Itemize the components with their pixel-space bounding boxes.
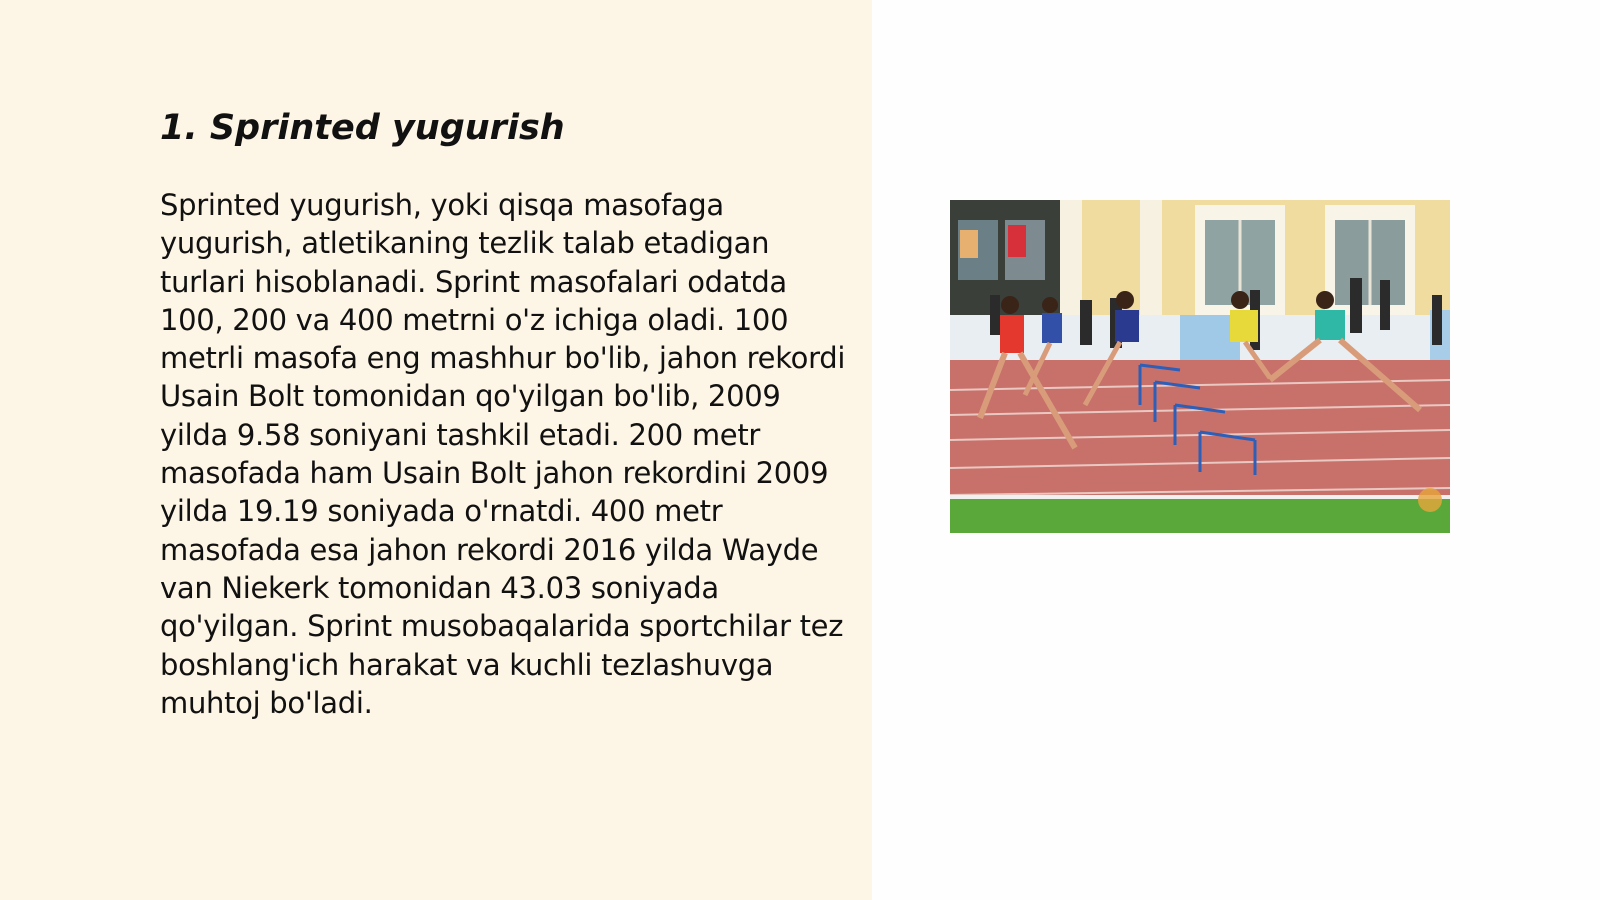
hurdles-race-photo	[950, 200, 1450, 533]
flag-icon	[960, 230, 978, 258]
grass	[950, 498, 1450, 533]
slide-title: 1. Sprinted yugurish	[160, 108, 565, 148]
slide-body-text: Sprinted yugurish, yoki qisqa masofaga yugurish, atletikaning tezlik talab etadigan turlari hisoblanadi. Sprint masofalari odatda 100, 200 va 400 metrni o'z ichiga oladi. 100 metrli masofa eng mashhur bo'lib, jahon rekordi Usain Bolt tomonidan qo'yilgan bo'lib, 2009 yilda 9.58 soniyani tashkil etadi. 200 metr masofada ham Usain Bolt jahon rekordini 2009 yilda 19.19 soniyada o'rnatdi. 400 metr masofada esa jahon rekordi 2016 yilda Wayde van Niekerk tomonidan 43.03 soniyada qo'yilgan. Sprint musobaqalarida sportchilar tez boshlang'ich harakat va kuchli tezlashuvga muhtoj bo'ladi.	[160, 188, 846, 720]
flag-icon	[1008, 225, 1026, 257]
watermark-logo-icon	[1418, 488, 1442, 512]
